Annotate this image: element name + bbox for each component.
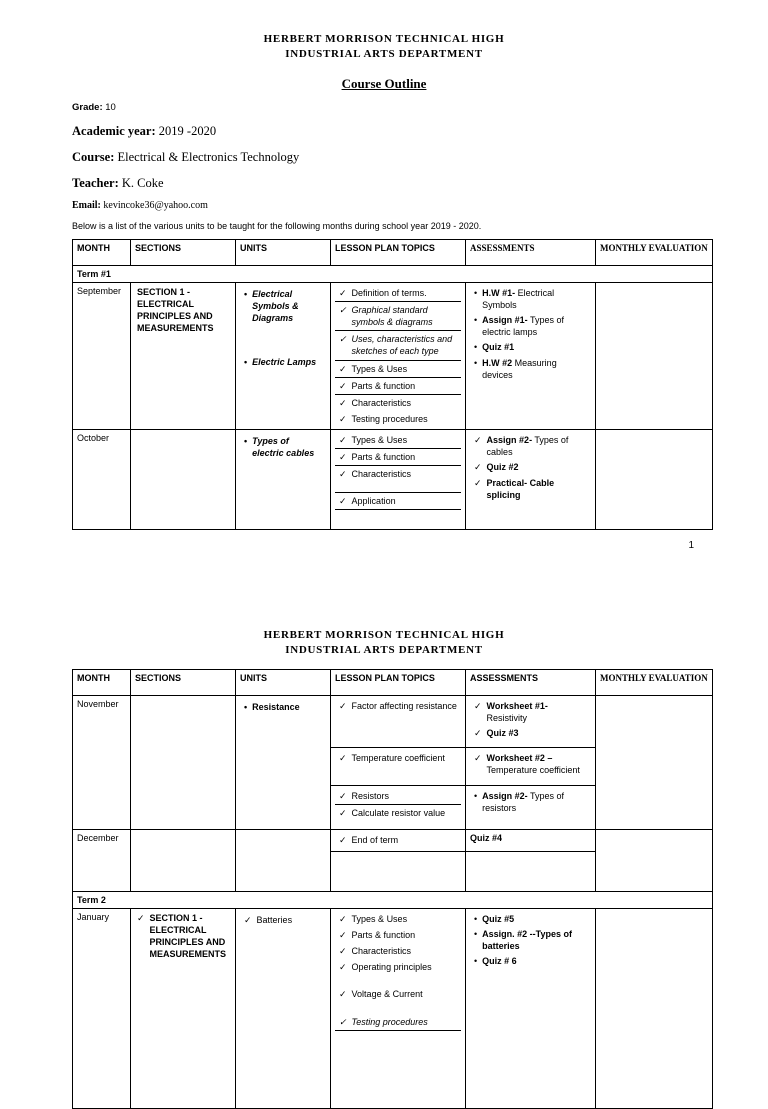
sections-cell-january	[131, 908, 236, 1108]
units-cell-october	[236, 430, 331, 530]
month-cell-january: January	[73, 908, 131, 1108]
assessment-item: • Quiz # 6	[474, 956, 517, 967]
assessments-cell-december-spacer	[466, 851, 596, 891]
lesson-item: ✓ Testing procedures	[335, 1014, 461, 1031]
assessment-item: ✓ Practical- Cable splicing	[474, 477, 555, 500]
lessons-cell-november-3	[331, 785, 466, 829]
bullet-icon: •	[474, 956, 478, 967]
lesson-item: ✓ Application	[335, 493, 461, 510]
lesson-item: ✓ Definition of terms.	[335, 285, 461, 302]
check-icon: ✓	[339, 790, 347, 801]
term-2-label: Term 2	[73, 891, 713, 908]
col-header-assessments: ASSESSMENTS	[466, 669, 596, 695]
assessments-cell-november-1	[466, 695, 596, 747]
check-icon: ✓	[244, 914, 252, 925]
check-icon: ✓	[339, 435, 347, 446]
lesson-item: ✓ Testing procedures	[339, 414, 428, 425]
assessment-item: ✓ Quiz #2	[474, 462, 519, 473]
assessment-item: ✓ Assign #2- Types of cables	[474, 435, 569, 458]
assessments-cell-december: Quiz #4	[466, 829, 596, 851]
bullet-icon: •	[474, 913, 478, 924]
page-number: 1	[688, 540, 694, 552]
units-cell-december	[236, 829, 331, 891]
bullet-icon: •	[474, 357, 478, 368]
col-header-month: MONTH	[73, 669, 131, 695]
bullet-icon: •	[474, 929, 478, 940]
col-header-monthly-evaluation: MONTHLY EVALUATION	[596, 669, 713, 695]
lesson-item: ✓ Types & Uses	[335, 361, 461, 378]
sections-cell-october	[131, 430, 236, 530]
lessons-cell-september	[331, 282, 466, 429]
lesson-item: ✓ Characteristics	[339, 946, 412, 957]
units-cell-november	[236, 695, 331, 829]
bullet-icon: •	[474, 342, 478, 353]
email-line: Email: kevincoke36@yahoo.com	[72, 199, 208, 211]
check-icon: ✓	[474, 477, 482, 488]
col-header-lesson-plan-topics: LESSON PLAN TOPICS	[331, 239, 466, 265]
unit-item: ✓ Batteries	[244, 914, 293, 925]
assessment-item: ✓ Worksheet #2 – Temperature coefficient	[474, 752, 580, 775]
assessments-cell-november-2	[466, 747, 596, 785]
assessments-cell-october	[466, 430, 596, 530]
bullet-icon: •	[474, 287, 478, 298]
assessment-item: • Quiz #1	[474, 342, 515, 353]
lessons-cell-november-1	[331, 695, 466, 747]
teacher-line: Teacher: K. Coke	[72, 175, 164, 190]
month-cell-november: November	[73, 695, 131, 829]
col-header-monthly-evaluation: MONTHLY EVALUATION	[596, 239, 713, 265]
email-address: kevincoke36@yahoo.com	[100, 199, 208, 211]
col-header-sections: SECTIONS	[131, 669, 236, 695]
bullet-icon: •	[474, 790, 478, 801]
department-name: INDUSTRIAL ARTS DEPARTMENT	[285, 644, 483, 657]
lesson-item: ✓ Uses, characteristics and sketches of each type	[335, 331, 461, 360]
school-name: HERBERT MORRISON TECHNICAL HIGH	[263, 629, 505, 641]
col-header-sections: SECTIONS	[131, 239, 236, 265]
check-icon: ✓	[137, 912, 145, 923]
check-icon: ✓	[339, 334, 347, 345]
check-icon: ✓	[339, 495, 347, 506]
check-icon: ✓	[474, 752, 482, 763]
month-cell-december: December	[73, 829, 131, 891]
sections-cell-november	[131, 695, 236, 829]
col-header-units: UNITS	[236, 239, 331, 265]
check-icon: ✓	[339, 397, 347, 408]
doc-title: Course Outline	[341, 75, 427, 91]
check-icon: ✓	[339, 834, 347, 845]
school-name: HERBERT MORRISON TECHNICAL HIGH	[263, 33, 505, 45]
lesson-item: ✓ End of term	[339, 834, 399, 845]
check-icon: ✓	[339, 989, 347, 1000]
assessment-item: • H.W #2 Measuring devices	[474, 357, 557, 380]
lesson-item: ✓ Calculate resistor value	[339, 807, 446, 818]
bullet-icon: •	[474, 315, 478, 326]
intro-text: Below is a list of the various units to be taught for the following months during school year 2019 - 2020.	[72, 220, 482, 231]
lesson-item: ✓ Voltage & Current	[339, 989, 423, 1000]
unit-item: • Resistance	[244, 701, 300, 712]
col-header-lesson-plan-topics: LESSON PLAN TOPICS	[331, 669, 466, 695]
academic-year-line: Academic year: 2019 -2020	[72, 123, 217, 138]
bullet-icon: •	[244, 436, 248, 447]
lesson-item: ✓ Characteristics	[335, 466, 461, 492]
check-icon: ✓	[474, 700, 482, 711]
check-icon: ✓	[339, 452, 347, 463]
course-line: Course: Electrical & Electronics Technology	[72, 149, 300, 164]
check-icon: ✓	[339, 1016, 347, 1027]
assessment-item: ✓ Quiz #3	[474, 728, 519, 739]
units-cell-january	[236, 908, 331, 1108]
lessons-cell-december	[331, 829, 466, 851]
assessments-cell-january	[466, 908, 596, 1108]
assessments-cell-september	[466, 282, 596, 429]
check-icon: ✓	[474, 728, 482, 739]
course-outline-table-page2	[72, 669, 713, 1109]
lesson-item: ✓ Types & Uses	[339, 913, 408, 924]
lesson-item: ✓ Factor affecting resistance	[339, 700, 457, 711]
col-header-units: UNITS	[236, 669, 331, 695]
month-cell-september: September	[73, 282, 131, 429]
department-name: INDUSTRIAL ARTS DEPARTMENT	[285, 48, 483, 61]
col-header-month: MONTH	[73, 239, 131, 265]
assessment-item: • Assign. #2 --Types of batteries	[474, 929, 573, 952]
check-icon: ✓	[339, 287, 347, 298]
lesson-item: ✓ Characteristics	[339, 397, 412, 408]
lesson-item: ✓ Types & Uses	[335, 432, 461, 449]
lesson-item: ✓ Resistors	[335, 788, 461, 805]
month-cell-october: October	[73, 430, 131, 530]
lesson-item: ✓ Parts & function	[335, 378, 461, 395]
check-icon: ✓	[339, 380, 347, 391]
check-icon: ✓	[339, 752, 347, 763]
assessment-item: • Assign #2- Types of resistors	[474, 790, 565, 813]
course-outline-table-page1	[72, 239, 713, 530]
check-icon: ✓	[474, 462, 482, 473]
monthly-evaluation-cell	[596, 695, 713, 829]
check-icon: ✓	[339, 700, 347, 711]
grade-line: Grade: 10	[72, 101, 116, 113]
monthly-evaluation-cell	[596, 908, 713, 1108]
sections-cell-december	[131, 829, 236, 891]
check-icon: ✓	[339, 469, 347, 480]
assessment-item: ✓ Worksheet #1- Resistivity	[474, 700, 548, 723]
check-icon: ✓	[339, 363, 347, 374]
bullet-icon: •	[244, 357, 248, 368]
monthly-evaluation-cell	[596, 829, 713, 891]
check-icon: ✓	[339, 946, 347, 957]
check-icon: ✓	[339, 930, 347, 941]
lessons-cell-november-2	[331, 747, 466, 785]
col-header-assessments: ASSESSMENTS	[466, 239, 596, 265]
lessons-cell-october	[331, 430, 466, 530]
check-icon: ✓	[339, 962, 347, 973]
unit-item: • Electrical Symbols & Diagrams	[244, 288, 299, 324]
assessment-item: • Quiz #5	[474, 913, 515, 924]
check-icon: ✓	[474, 435, 482, 446]
assessment-item: • Assign #1- Types of electric lamps	[474, 315, 565, 338]
monthly-evaluation-cell	[596, 430, 713, 530]
check-icon: ✓	[339, 807, 347, 818]
units-cell-september	[236, 282, 331, 429]
document-page-2	[0, 556, 768, 1109]
lesson-item: ✓ Parts & function	[335, 449, 461, 466]
lesson-item: ✓ Temperature coefficient	[339, 752, 445, 763]
lessons-cell-january	[331, 908, 466, 1108]
lesson-item: ✓ Operating principles	[339, 962, 432, 973]
term-1-label: Term #1	[73, 265, 713, 282]
monthly-evaluation-cell	[596, 282, 713, 429]
assessment-item: • H.W #1- Electrical Symbols	[474, 287, 555, 311]
unit-item: • Types of electric cables	[244, 436, 315, 459]
section-item: ✓ SECTION 1 - ELECTRICAL PRINCIPLES AND MEASUREMENTS	[137, 912, 227, 960]
bullet-icon: •	[244, 701, 248, 712]
check-icon: ✓	[339, 414, 347, 425]
course-meta	[72, 102, 768, 231]
check-icon: ✓	[339, 305, 347, 316]
check-icon: ✓	[339, 913, 347, 924]
unit-item: • Electric Lamps	[244, 357, 317, 368]
bullet-icon: •	[244, 288, 248, 299]
sections-cell-september: SECTION 1 - ELECTRICAL PRINCIPLES AND MEASUREMENTS	[131, 282, 236, 429]
assessments-cell-november-3	[466, 785, 596, 829]
lesson-item: ✓ Parts & function	[339, 930, 416, 941]
lesson-item: ✓ Graphical standard symbols & diagrams	[335, 302, 461, 331]
lessons-cell-december-spacer	[331, 851, 466, 891]
